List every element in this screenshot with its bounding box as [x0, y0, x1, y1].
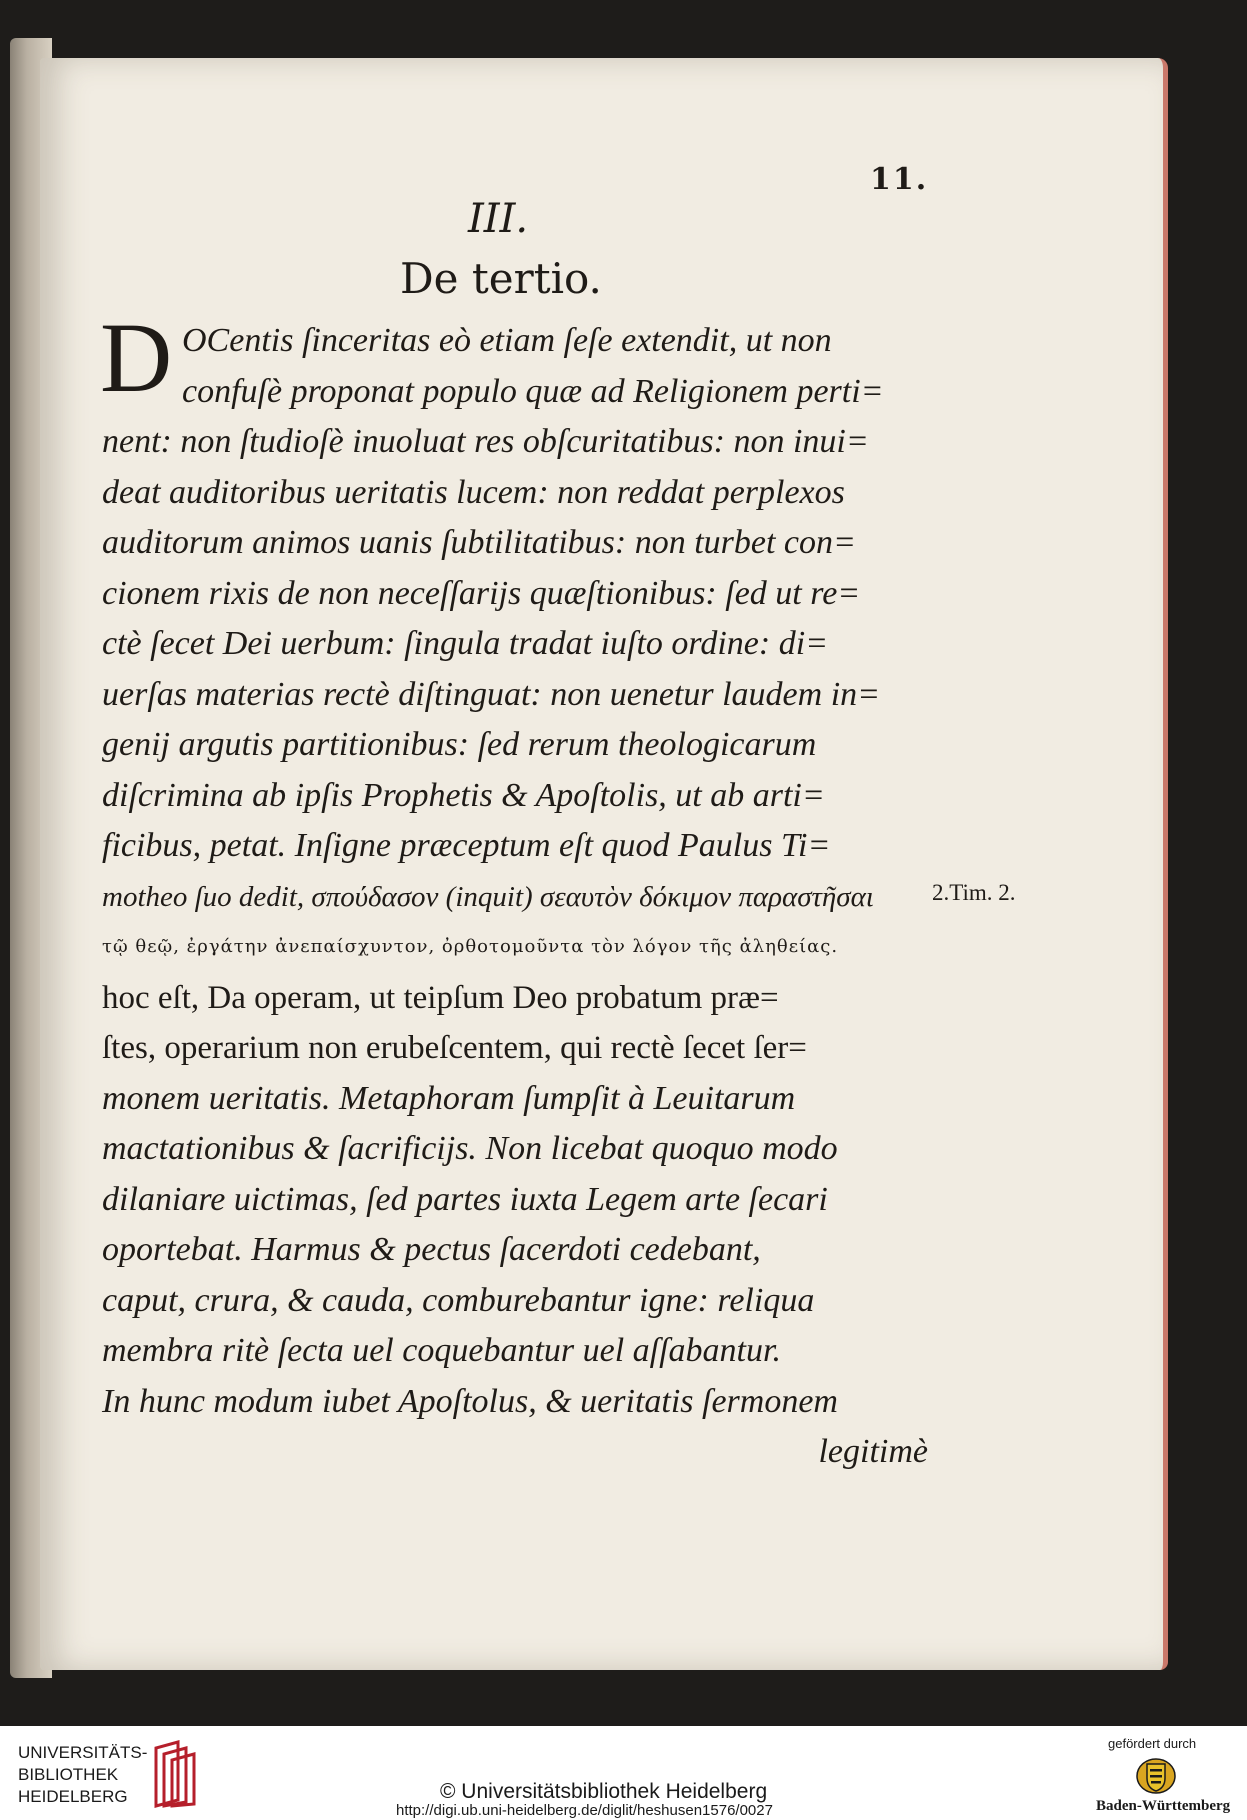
- margin-note: 2.Tim. 2.: [932, 880, 1016, 905]
- text-line: membra ritè ſecta uel coquebantur uel aſſabantur.: [102, 1332, 781, 1369]
- library-name-line: BIBLIOTHEK: [18, 1765, 119, 1784]
- text-line: ctè ſecet Dei uerbum: ſingula tradat iuſto ordine: di=: [102, 625, 829, 662]
- text-line: monem ueritatis. Metaphoram ſumpſit à Leuitarum: [102, 1079, 796, 1117]
- text-line: motheo ſuo dedit, σπούδασον (inquit) σεαυτὸν δόκιμον παραστῆσαι: [102, 880, 874, 913]
- text-line: diſcrimina ab ipſis Prophetis & Apoſtolis, ut ab arti=: [102, 776, 825, 814]
- library-logo-icon: [152, 1740, 196, 1810]
- text-line: caput, crura, & cauda, comburebantur igne: reliqua: [102, 1281, 815, 1319]
- funder-name: Baden-Württemberg: [1096, 1798, 1231, 1814]
- text-line: mactationibus & ſacrificijs. Non licebat quoquo modo: [102, 1130, 838, 1167]
- copyright-text: © Universitätsbibliothek Heidelberg: [440, 1780, 768, 1803]
- coat-of-arms-icon: [1136, 1756, 1176, 1796]
- library-name-line: HEIDELBERG: [18, 1787, 128, 1806]
- text-line: confuſè proponat populo quæ ad Religionem perti=: [182, 372, 884, 410]
- section-number: III.: [468, 196, 529, 242]
- footer: [0, 1726, 1247, 1820]
- library-name-line: UNIVERSITÄTS-: [18, 1743, 148, 1762]
- body-text: [102, 316, 928, 1478]
- section-title: De tertio.: [400, 254, 602, 303]
- library-name: [18, 1742, 147, 1808]
- text-line: hoc eſt, Da operam, ut teipſum Deo probatum præ=: [102, 979, 779, 1016]
- text-line: OCentis ſinceritas eò etiam ſeſe extendit, ut non: [182, 322, 832, 359]
- drop-cap: D: [100, 302, 173, 413]
- funded-by-label: gefördert durch: [1108, 1736, 1197, 1751]
- catchword: legitimè: [818, 1433, 928, 1470]
- text-line: uerſas materias rectè diſtinguat: non uenetur laudem in=: [102, 675, 881, 713]
- text-line: ficibus, petat. Inſigne præceptum eſt quod Paulus Ti=: [102, 827, 831, 864]
- text-line: oportebat. Harmus & pectus ſacerdoti cedebant,: [102, 1231, 761, 1268]
- text-line: deat auditoribus ueritatis lucem: non reddat perplexos: [102, 473, 845, 511]
- text-line: auditorum animos uanis ſubtilitatibus: non turbet con=: [102, 524, 856, 561]
- permalink[interactable]: http://digi.ub.uni-heidelberg.de/diglit/heshusen1576/0027: [396, 1802, 773, 1819]
- text-line: nent: non ſtudioſè inuoluat res obſcuritatibus: non inui=: [102, 423, 869, 460]
- text-line: ſtes, operarium non erubeſcentem, qui rectè ſecet ſer=: [102, 1030, 807, 1066]
- greek-text-line: τῷ θεῷ, ἐργάτην ἀνεπαίσχυντον, ὀρθοτομοῦντα τὸν λόγον τῆς ἀληθείας.: [102, 936, 839, 957]
- text-line: dilaniare uictimas, ſed partes iuxta Legem arte ſecari: [102, 1180, 828, 1218]
- folio-number: 11.: [870, 162, 929, 197]
- text-line: In hunc modum iubet Apoſtolus, & ueritatis ſermonem: [102, 1382, 838, 1420]
- text-line: genij argutis partitionibus: ſed rerum theologicarum: [102, 726, 817, 763]
- text-line: cionem rixis de non neceſſarijs quæſtionibus: ſed ut re=: [102, 574, 861, 612]
